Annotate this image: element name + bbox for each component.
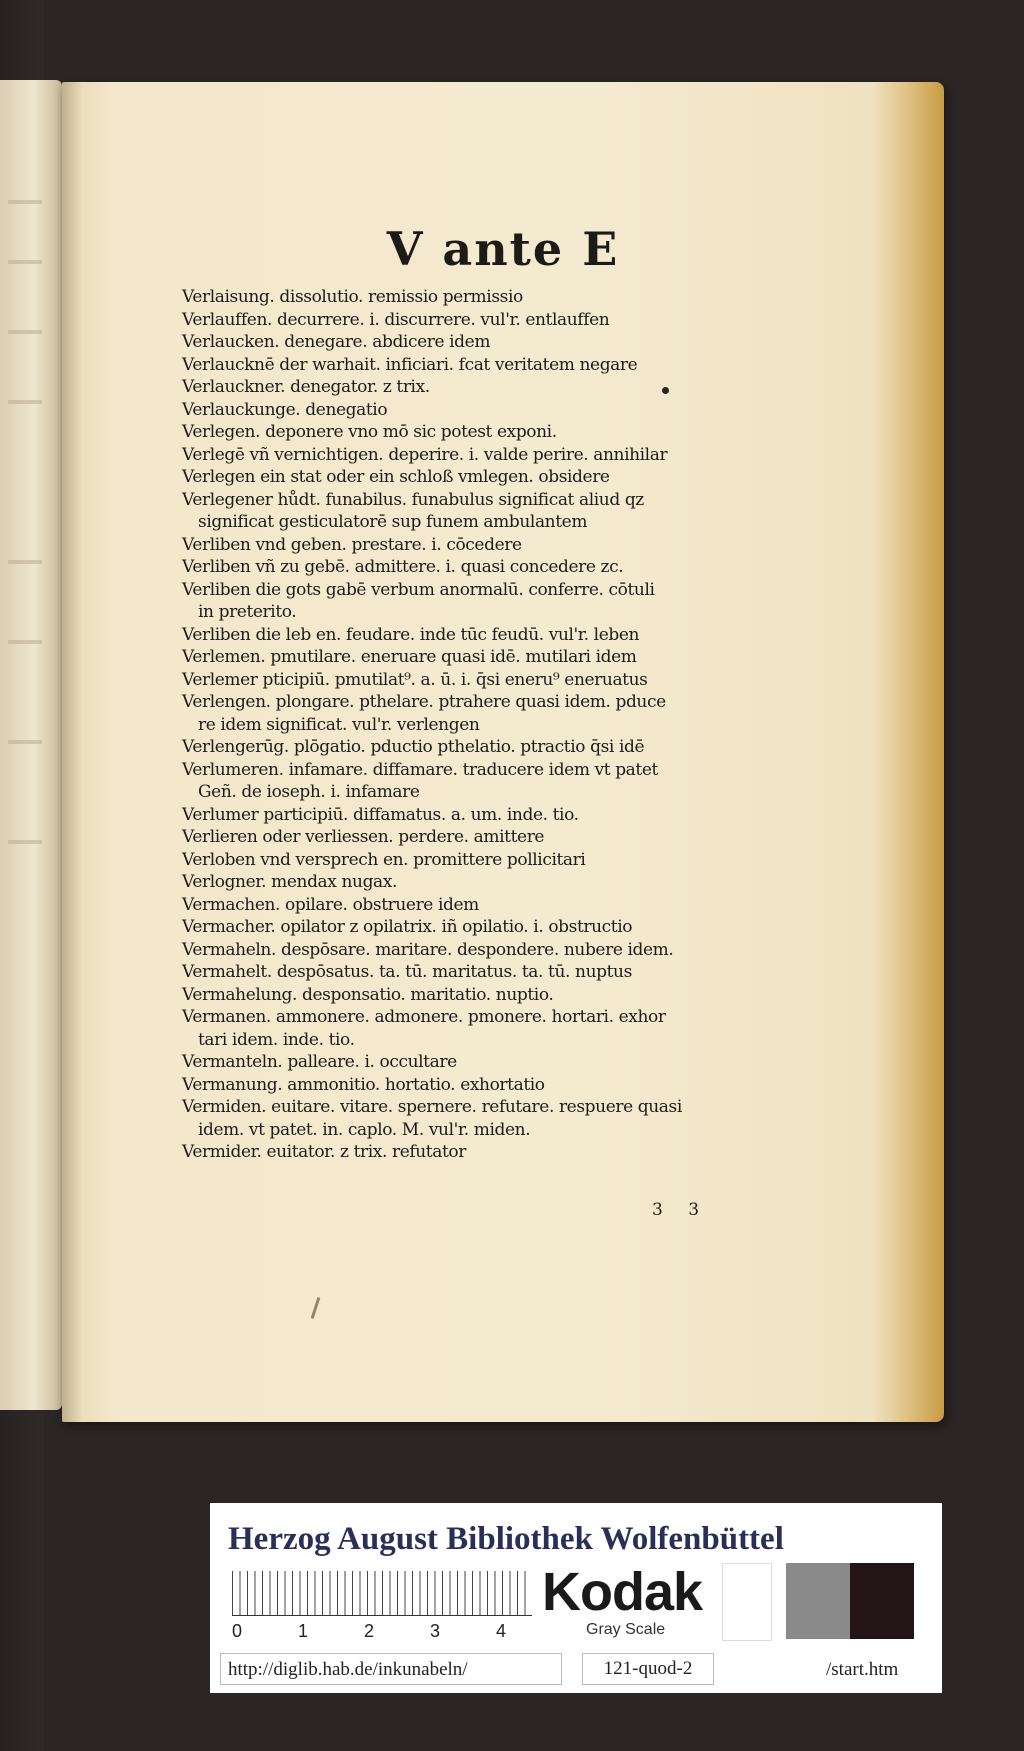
text-line: Vermahelung. desponsatio. maritatio. nuptio. xyxy=(182,984,554,1005)
start-link: /start.htm xyxy=(826,1659,899,1680)
text-line: Verliben vnd geben. prestare. i. cōcedere xyxy=(182,534,522,555)
text-line: Geñ. de ioseph. i. infamare xyxy=(198,782,420,802)
text-line: Verlegener hůdt. funabilus. funabulus significat aliud qz xyxy=(182,489,644,510)
book-page xyxy=(62,82,944,1422)
pencil-mark xyxy=(311,1297,321,1319)
gutter-shadow xyxy=(62,82,82,1422)
page-heading: V ante E xyxy=(386,222,620,276)
ruler-label: 0 xyxy=(232,1621,243,1641)
text-line: Vermiden. euitare. vitare. spernere. refutare. respuere quasi xyxy=(182,1097,682,1117)
ghost-text xyxy=(8,640,42,644)
ruler-label: 3 xyxy=(430,1621,441,1641)
text-line: Vermanen. ammonere. admonere. pmonere. hortari. exhor xyxy=(182,1007,666,1027)
text-line: in preterito. xyxy=(198,602,297,622)
text-line: Verlaucknē der warhait. inficiari. fcat veritatem negare xyxy=(182,354,638,375)
signature-mark: 3 3 xyxy=(652,1200,710,1220)
text-line: Verlegē vñ vernichtigen. deperire. i. valde perire. annihilar xyxy=(182,444,668,465)
text-line: re idem significat. vul'r. verlengen xyxy=(198,714,480,735)
text-line: Verliben die gots gabē verbum anormalū. conferre. cōtuli xyxy=(182,579,655,600)
text-line: tari idem. inde. tio. xyxy=(198,1029,355,1050)
ghost-text xyxy=(8,200,42,204)
text-line: Verlegen. deponere vno mō sic potest exponi. xyxy=(182,422,557,442)
ghost-text xyxy=(8,560,42,564)
swatch-gray xyxy=(786,1563,850,1639)
text-line: Verlaisung. dissolutio. remissio permissio xyxy=(182,287,523,307)
color-reference-card xyxy=(210,1503,942,1693)
text-line: Verlumer participiū. diffamatus. a. um. inde. tio. xyxy=(182,804,579,825)
kodak-logo: Kodak xyxy=(542,1562,703,1622)
text-line: Verlauckner. denegator. z trix. xyxy=(182,377,430,397)
text-line: Verlauckunge. denegatio xyxy=(182,399,388,420)
text-line: Vermaheln. despōsare. maritare. despondere. nubere idem. xyxy=(182,939,674,960)
text-line: Verlegen ein stat oder ein schloß vmlegen. obsidere xyxy=(182,467,610,487)
text-line: Verlengen. plongare. pthelare. ptrahere quasi idem. pduce xyxy=(182,692,666,712)
text-line: Verlieren oder verliessen. perdere. amittere xyxy=(182,827,545,847)
ruler-label: 1 xyxy=(298,1621,309,1641)
text-line: Verliben vñ zu gebē. admittere. i. quasi concedere zc. xyxy=(182,557,624,577)
text-line: Verlemen. pmutilare. eneruare quasi idē. mutilari idem xyxy=(182,647,637,667)
text-line: idem. vt patet. in. caplo. M. vul'r. miden. xyxy=(198,1119,531,1140)
text-line: Verlauffen. decurrere. i. discurrere. vul'r. entlauffen xyxy=(182,309,610,330)
facing-page-edge xyxy=(0,80,62,1410)
ink-speck xyxy=(662,387,669,394)
ghost-text xyxy=(8,330,42,334)
library-title: Herzog August Bibliothek Wolfenbüttel xyxy=(228,1521,784,1557)
gray-scale-label: Gray Scale xyxy=(586,1621,666,1638)
text-line: Verlumeren. infamare. diffamare. traducere idem vt patet xyxy=(182,759,658,780)
text-line: Verliben die leb en. feudare. inde tūc feudū. vul'r. leben xyxy=(182,624,640,645)
text-line: Verlengerūg. plōgatio. pductio pthelatio. ptractio q̄si idē xyxy=(182,737,645,757)
text-line: Verlaucken. denegare. abdicere idem xyxy=(182,332,491,352)
text-line: Vermahelt. despōsatus. ta. tū. maritatus. ta. tū. nuptus xyxy=(182,962,632,982)
text-line: Verlemer pticipiū. pmutilat⁹. a. ū. i. q̄si eneru⁹ eneruatus xyxy=(182,669,648,690)
text-line: Verlogner. mendax nugax. xyxy=(182,872,397,892)
text-line: Vermanung. ammonitio. hortatio. exhortatio xyxy=(182,1074,545,1095)
ghost-text xyxy=(8,740,42,744)
text-line: Vermider. euitator. z trix. refutator xyxy=(182,1142,466,1162)
ghost-text xyxy=(8,840,42,844)
text-line: Vermanteln. palleare. i. occultare xyxy=(182,1052,457,1072)
text-line: Vermachen. opilare. obstruere idem xyxy=(182,894,479,915)
url-text: http://diglib.hab.de/inkunabeln/ xyxy=(228,1659,468,1680)
ruler-label: 4 xyxy=(496,1621,507,1641)
text-line: Verloben vnd versprech en. promittere pollicitari xyxy=(182,849,586,870)
text-line: significat gesticulatorē sup funem ambulantem xyxy=(198,512,588,532)
text-line: Vermacher. opilator z opilatrix. iñ opilatio. i. obstructio xyxy=(182,917,633,937)
swatch-white xyxy=(722,1563,772,1641)
ruler-label: 2 xyxy=(364,1621,375,1641)
swatch-black xyxy=(850,1563,914,1639)
ghost-text xyxy=(8,260,42,264)
scale-ruler xyxy=(232,1571,532,1616)
ghost-text xyxy=(8,400,42,404)
shelfmark-code: 121-quod-2 xyxy=(582,1653,714,1685)
text-block xyxy=(182,286,772,1164)
